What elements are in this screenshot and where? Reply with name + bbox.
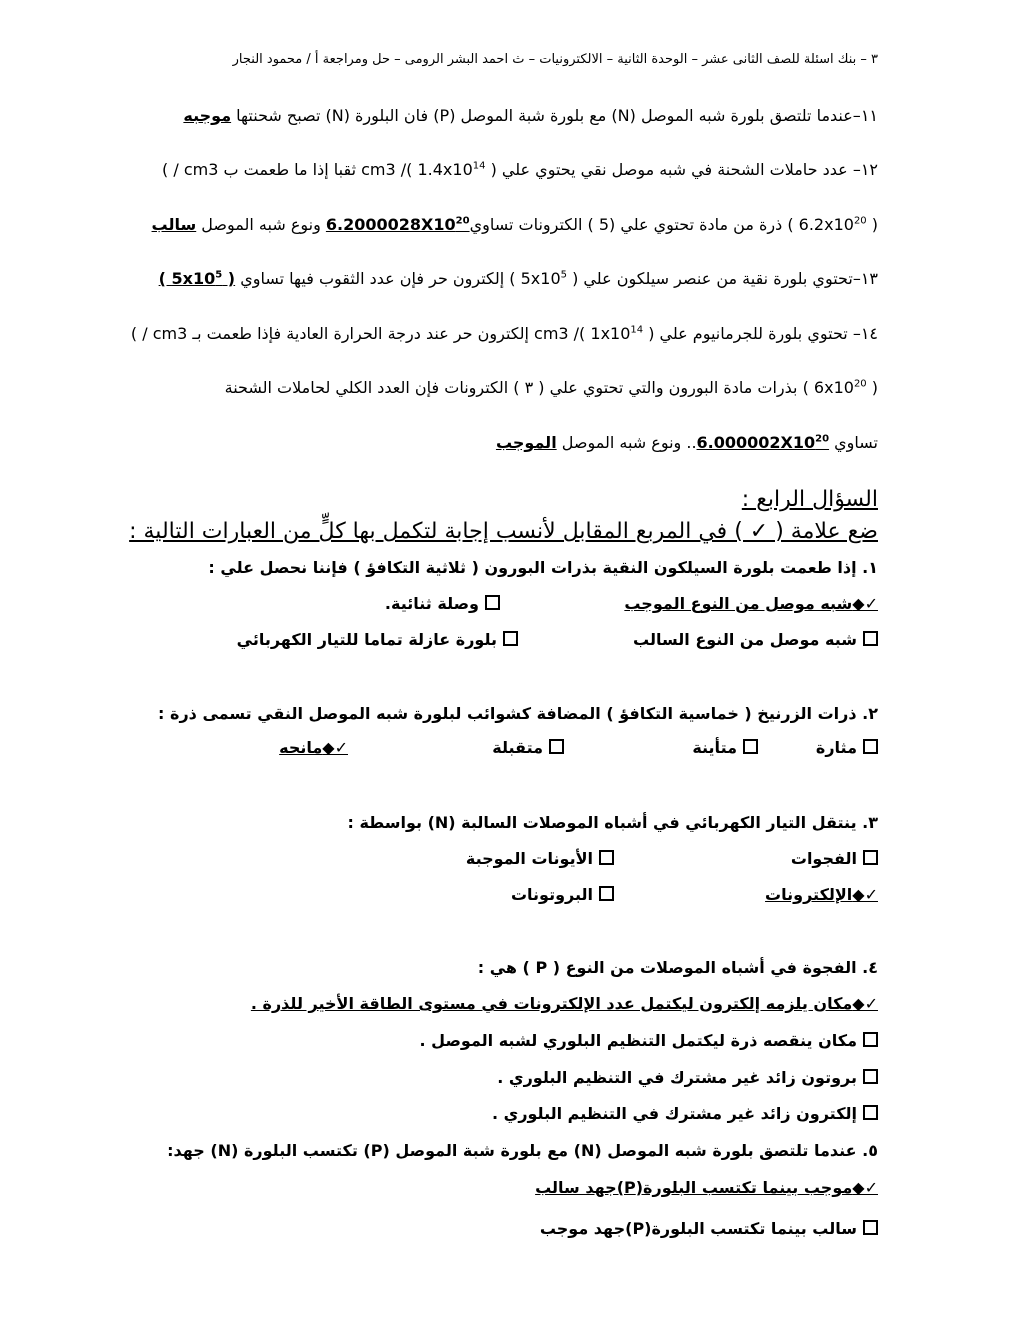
correct-mark-icon: ✓◆ (322, 738, 348, 757)
q14-answer-type: الموجب (495, 433, 557, 452)
mcq3-option-c[interactable]: ✓◆الإلكترونات (765, 885, 878, 904)
checkbox-icon[interactable] (503, 631, 518, 646)
q11: ١١–عندما تلتصق بلورة شبه الموصل (N) مع بلورة شبة الموصل (P) فان البلورة (N) تصبح شحنتها موجبه (183, 106, 878, 125)
correct-mark-icon: ✓◆ (852, 994, 878, 1013)
mcq2-stem: ٢. ذرات الزرنيخ ( خماسية التكافؤ ) المضافة كشوائب لبلورة شبه الموصل النقي تسمى ذرة : (158, 704, 878, 723)
q12-answer-type: سالب (151, 215, 197, 234)
q13: ١٣–تحتوي بلورة نقية من عنصر سيلكون علي ( $5x10^5$ ) إلكترون حر فإن عدد الثقوب فيها تساوي ( $5x10^5$ ) (158, 269, 878, 288)
page-header: ٣ – بنك اسئلة للصف الثانى عشر – الوحدة الثانية – الالكترونيات – ث احمد البشر الرومى – حل ومراجعة أ / محمود النجار (232, 52, 878, 67)
q11-answer: موجبه (183, 106, 232, 125)
correct-mark-icon: ✓◆ (852, 594, 878, 613)
mcq4-option-d[interactable]: إلكترون زائد غير مشترك في التنظيم البلوري . (492, 1104, 878, 1123)
section-instruction: ضع علامة ( ✓ ) في المربع المقابل لأنسب إجابة لتكمل بها كلٍّ من العبارات التالية : (129, 519, 878, 544)
mcq1-option-d[interactable]: بلورة عازلة تماما للتيار الكهربائي (237, 630, 518, 649)
mcq4-option-a[interactable]: ✓◆مكان يلزمه إلكترون ليكتمل عدد الإلكترونات في مستوى الطاقة الأخير للذرة . (250, 994, 878, 1013)
mcq3-option-d[interactable]: البروتونات (511, 885, 614, 904)
checkbox-icon[interactable] (863, 1069, 878, 1084)
q12-line2: ( $6.2x10^{20}$ ) ذرة من مادة تحتوي علي (5 ) الكترونات $تساوي6.2000028X10^{20}$ ونوع شبه الموصل سالب (151, 215, 878, 234)
checkbox-icon[interactable] (485, 595, 500, 610)
mcq3-option-b[interactable]: الأيونات الموجبة (466, 849, 614, 868)
mcq2-option-d[interactable]: ✓◆مانحه (279, 738, 348, 757)
mcq4-option-c[interactable]: بروتون زائد غير مشترك في التنظيم البلوري . (497, 1068, 878, 1087)
mcq2-option-c[interactable]: متقبلة (492, 738, 564, 757)
mcq4-stem: ٤. الفجوة في أشباه الموصلات من النوع ( P ) هي : (477, 958, 878, 977)
mcq1-option-b[interactable]: وصلة ثنائية. (385, 594, 500, 613)
checkbox-icon[interactable] (863, 631, 878, 646)
mcq3-stem: ٣. ينتقل التيار الكهربائي في أشباه الموصلات السالبة (N) بواسطة : (347, 813, 878, 832)
checkbox-icon[interactable] (549, 739, 564, 754)
q14-answer-value: $6.000002X10^{20}$ (696, 433, 830, 452)
q12-answer-value: $6.2000028X10^{20}$ (325, 215, 470, 234)
q13-answer: ( $5x10^5$ ) (158, 269, 236, 288)
checkbox-icon[interactable] (863, 1032, 878, 1047)
mcq1-option-a[interactable]: ✓◆شبه موصل من النوع الموجب (624, 594, 878, 613)
q14-line3: تساوي $6.000002X10^{20}$.. ونوع شبه الموصل الموجب (495, 433, 878, 452)
mcq4-option-b[interactable]: مكان ينقصه ذرة ليكتمل التنظيم البلوري لشبه الموصل . (420, 1031, 878, 1050)
checkbox-icon[interactable] (863, 850, 878, 865)
mcq3-option-a[interactable]: الفجوات (791, 849, 878, 868)
checkbox-icon[interactable] (863, 739, 878, 754)
mcq5-option-b[interactable]: سالب بينما تكتسب البلورة(P)جهد موجب (540, 1219, 878, 1238)
section-title: السؤال الرابع : (741, 487, 878, 512)
q14-line2: ( $6x10^{20}$ ) بذرات مادة البورون والتي تحتوي علي ( ٣ ) الكترونات فإن العدد الكلي لحاملات الشحنة (224, 378, 878, 397)
mcq5-option-a[interactable]: ✓◆موجب بينما تكتسب البلورة(P)جهد سالب (535, 1178, 878, 1197)
checkbox-icon[interactable] (863, 1105, 878, 1120)
mcq5-stem: ٥. عندما تلتصق بلورة شبه الموصل (N) مع بلورة شبة الموصل (P) تكتسب البلورة (N) جهد: (167, 1141, 878, 1160)
checkbox-icon[interactable] (863, 1220, 878, 1235)
checkbox-icon[interactable] (743, 739, 758, 754)
mcq2-option-b[interactable]: متأينة (692, 738, 758, 757)
correct-mark-icon: ✓◆ (852, 885, 878, 904)
correct-mark-icon: ✓◆ (852, 1178, 878, 1197)
q12-line1: ١٢– عدد حاملات الشحنة في شبه موصل نقي يحتوي علي cm3 /( $1.4x10^{14}$ ) ثقبا إذا ما طعمت ب cm3 / ) (162, 160, 878, 179)
checkbox-icon[interactable] (599, 850, 614, 865)
mcq1-option-c[interactable]: شبه موصل من النوع السالب (633, 630, 878, 649)
q14-line1: ١٤– تحتوي بلورة للجرمانيوم علي cm3 /( $1x10^{14}$ ) إلكترون حر عند درجة الحرارة العادية فإذا طعمت بـ cm3 / ) (130, 324, 878, 343)
mcq2-option-a[interactable]: مثارة (816, 738, 878, 757)
checkbox-icon[interactable] (599, 886, 614, 901)
mcq1-stem: ١. إذا طعمت بلورة السيلكون النقية بذرات البورون ( ثلاثية التكافؤ ) فإننا نحصل علي : (208, 558, 878, 577)
